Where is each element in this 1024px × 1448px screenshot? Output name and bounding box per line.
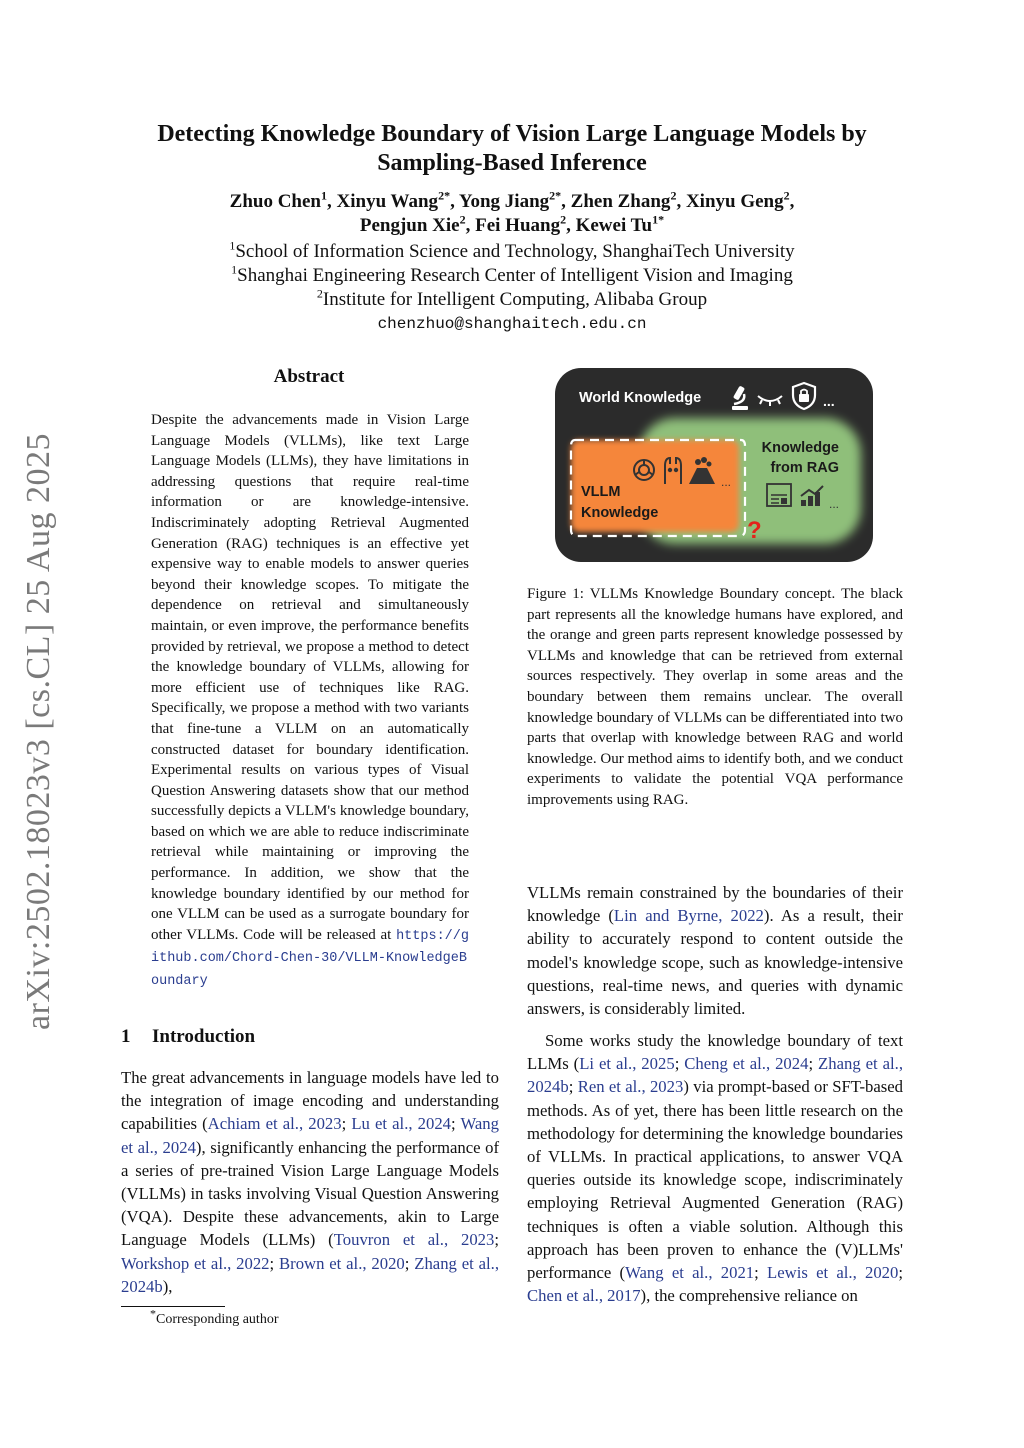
vllm-more-ellipsis: ... <box>721 475 732 489</box>
citation-link[interactable]: Zhang et al., 2024b <box>121 1253 499 1296</box>
affiliation-line: $^2$Institute for Intelligent Computing, Alibaba Group <box>316 286 708 310</box>
author-name: Zhen Zhang$^2$ <box>570 188 677 212</box>
paragraph-text: ; <box>674 1054 685 1074</box>
arxiv-identifier-stamp: arXiv:2502.18023v3 [cs.CL] 25 Aug 2025 <box>20 433 57 1030</box>
citation-link[interactable]: Achiam et al., 2023 <box>207 1114 342 1134</box>
citation-link[interactable]: Zhang et al., 2024b <box>527 1054 903 1097</box>
paragraph-text: ), <box>162 1276 173 1296</box>
footnote-divider <box>121 1306 225 1307</box>
rag-label-line-1: Knowledge <box>761 440 839 456</box>
paragraph-text: ; <box>341 1114 352 1134</box>
citation-link[interactable]: Li et al., 2025 <box>579 1054 675 1074</box>
intro-paragraph-1 <box>121 1066 499 1298</box>
world-more-ellipsis: ... <box>823 393 835 409</box>
affiliation-line: $^1$School of Information Science and Technology, ShanghaiTech University <box>229 238 795 262</box>
code-url-link[interactable]: https://github.com/Chord-Chen-30/VLLM-KnowledgeBoundary <box>151 928 469 990</box>
author-name: Yong Jiang$^{2*}$ <box>458 188 562 212</box>
abstract-heading: Abstract <box>273 366 345 387</box>
affiliations-block <box>120 240 904 336</box>
paragraph-text: Some works study the knowledge boundary of text LLMs ( <box>527 1031 903 1074</box>
paragraph-text: ), significantly enhancing the performance of a series of pre-trained Vision Large Language Models (VLLMs) in tasks involving Visual Question Answering (VQA). Despite these advancements, akin to Large Language Models (LLMs) ( <box>121 1137 500 1250</box>
rag-label-line-2: from RAG <box>770 460 839 476</box>
paragraph-text: ; <box>808 1054 819 1074</box>
paragraph-text: ; <box>269 1253 279 1273</box>
author-name: Xinyu Wang$^{2*}$ <box>336 188 451 212</box>
author-name: Zhuo Chen$^1$ <box>229 188 327 212</box>
citation-link[interactable]: Cheng et al., 2024 <box>684 1054 809 1074</box>
paragraph-text: ; <box>898 1263 904 1283</box>
uncertain-boundary-question-mark: ? <box>747 517 762 544</box>
citation-link[interactable]: Touvron et al., 2023 <box>333 1230 495 1250</box>
citation-link[interactable]: Ren et al., 2023 <box>577 1077 684 1097</box>
intro-paragraph-1-continued <box>527 881 903 1020</box>
citation-link[interactable]: Workshop et al., 2022 <box>121 1253 270 1273</box>
citation-link[interactable]: Brown et al., 2020 <box>279 1253 405 1273</box>
paragraph-text: ). As a result, their ability to accurately respond to content outside the model's knowledge scope, such as knowledge-intensive questions, real-time news, and queries with dynamic answers, is considerably limited. <box>527 906 903 1019</box>
affiliation-line: $^1$Shanghai Engineering Research Center of Intelligent Vision and Imaging <box>231 262 793 286</box>
citation-link[interactable]: Lin and Byrne, 2022 <box>613 906 764 926</box>
citation-link[interactable]: Chen et al., 2017 <box>527 1286 641 1306</box>
intro-paragraph-2 <box>527 1029 903 1307</box>
paragraph-text: The great advancements in language models have led to the integration of image encoding and understanding capabilities ( <box>121 1068 499 1134</box>
paragraph-text: ; <box>451 1114 461 1134</box>
citation-link[interactable]: Wang et al., 2021 <box>625 1263 755 1283</box>
author-list: Zhuo Chen$^1$, Xinyu Wang$^{2*}$, Yong Jiang$^{2*}$, Zhen Zhang$^2$, Xinyu Geng$^2$, Pengjun Xie$^2$, Fei Huang$^2$, Kewei $Tu^{1*}$ <box>229 188 795 236</box>
author-name: Xinyu Geng$^2$ <box>685 188 790 212</box>
rag-more-ellipsis: ... <box>829 497 840 511</box>
author-name: Kewei $Tu^{1*}$ <box>575 212 665 236</box>
paper-title: Detecting Knowledge Boundary of Vision Large Language Models by Sampling-Based Inference <box>157 121 867 176</box>
author-name: Pengjun Xie$^2$ <box>359 212 466 236</box>
paragraph-text: ; <box>494 1230 499 1250</box>
paragraph-text: ; <box>404 1253 415 1273</box>
citation-link[interactable]: Wang et al., 2024 <box>121 1114 499 1157</box>
vllm-label-line-2: Knowledge <box>581 505 659 521</box>
vllm-label-line-1: VLLM <box>581 484 621 500</box>
knowledge-boundary-diagram <box>553 366 875 564</box>
section-heading-introduction: 1 Introduction <box>121 1026 256 1047</box>
citation-link[interactable]: Lu et al., 2024 <box>351 1114 452 1134</box>
author-name: Fei Huang$^2$ <box>475 212 567 236</box>
paragraph-text: ), the comprehensive reliance on <box>640 1286 858 1306</box>
paragraph-text: ; <box>754 1263 768 1283</box>
world-knowledge-label: World Knowledge <box>579 390 702 406</box>
abstract-text: Despite the advancements made in Vision Large Language Models (VLLMs), like text Large Language Models (LLMs), they have limitations in addressing questions that require real-time information or are knowledge-intensive. Indiscriminately adopting Retrieval Augmented Generation (RAG) techniques is an effective yet expensive way to enable models to answer queries beyond their knowledge scopes. To mitigate the dependence on retrieval and simultaneously maintain, or even improve, the performance benefits provided by retrieval, we propose a method to detect the knowledge boundary of VLLMs, allowing for more efficient use of techniques like RAG. Specifically, we propose a method with two variants that fine-tune a VLLM on an automatically constructed dataset for boundary identification. Experimental results on various types of Visual Question Answering datasets show that our method successfully depicts a VLLM's knowledge boundary, based on which we are able to reduce indiscriminate retrieval while maintaining or improving the performance. In addition, we show that the knowledge boundary identified by our method for one VLLM can be used as a surrogate boundary for other VLLMs. Code will be released at https://github.com/Chord-Chen-30/VLLM-KnowledgeBoundary <box>151 412 469 990</box>
author-email[interactable]: chenzhuo@shanghaitech.edu.cn <box>377 315 647 333</box>
footnote: *Corresponding author <box>150 1306 279 1327</box>
paragraph-text: VLLMs remain constrained by the boundaries of their knowledge ( <box>527 883 903 926</box>
figure-1-knowledge-boundary <box>553 366 875 564</box>
citation-link[interactable]: Lewis et al., 2020 <box>767 1263 899 1283</box>
paragraph-text: ; <box>568 1077 578 1097</box>
paragraph-text: ) via prompt-based or SFT-based methods. As of yet, there has been little research on the methodology for determining the knowledge boundaries of VLLMs. In practical applications, to answer VQA queries outside its knowledge scope, indiscriminately employing Retrieval Augmented Generation (RAG) techniques is often a viable solution. Although this approach has been proven to enhance the (V)LLMs' performance ( <box>527 1077 904 1283</box>
figure-1-caption: Figure 1: VLLMs Knowledge Boundary concept. The black part represents all the knowledge humans have explored, and the orange and green parts represent knowledge possessed by VLLMs and knowledge that can be retrieved from external sources respectively. They overlap in some areas and the boundary between them remains unclear. The overall knowledge boundary of VLLMs can be differentiated into two parts that overlap with knowledge between RAG and world knowledge. Our method aims to identify both, and we conduct experiments to validate the potential VQA performance improvements using RAG. <box>527 586 903 808</box>
